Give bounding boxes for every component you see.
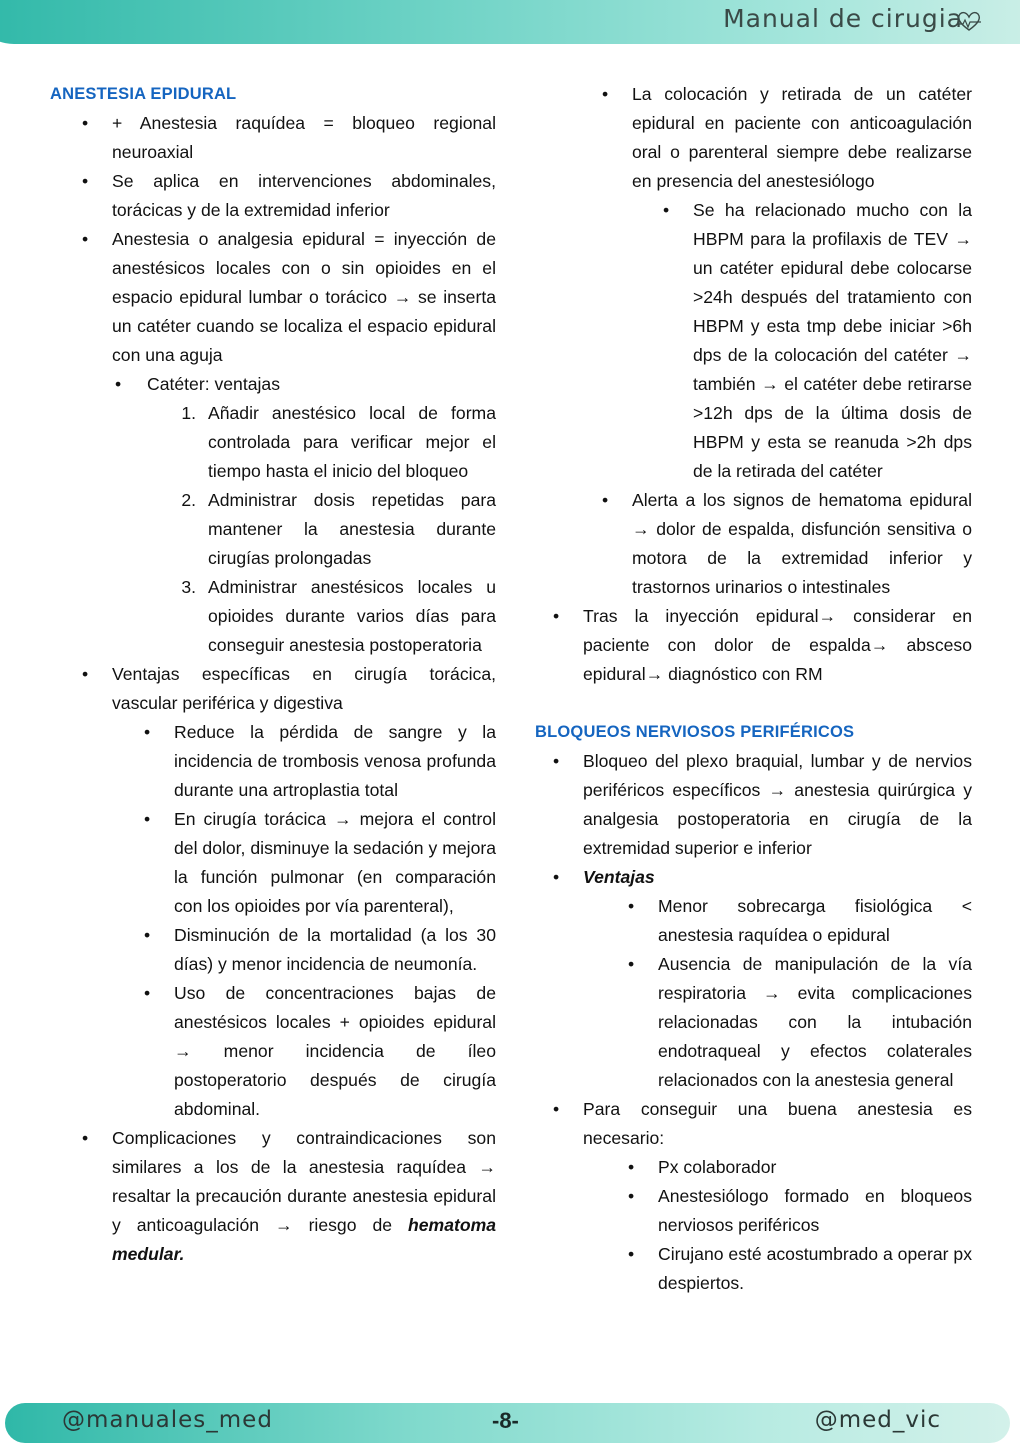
list-item: • + Anestesia raquídea = bloqueo regional neuroaxial [112,109,496,167]
list-item: • Ventajas específicas en cirugía torácica, vascular periférica y digestiva [112,660,496,718]
bullet-icon [144,718,150,747]
footer-handle-right: @med_vic [814,1407,941,1433]
right-column [535,80,972,1298]
list-item: • Px colaborador [658,1153,972,1182]
emphasis-text: hematoma medular. [112,1215,497,1264]
list-item: • Uso de concentraciones bajas de anestésicos locales + opioides epidural → menor incidencia de íleo postoperatorio después de cirugía abdominal. [174,979,496,1124]
list-item: • En cirugía torácica → mejora el control del dolor, disminuye la sedación y mejora la función pulmonar (en comparación con los opioides por vía parenteral), [174,805,496,921]
numbered-item: 2. Administrar dosis repetidas para mantener la anestesia durante cirugías prolongadas [208,486,496,573]
bullet-icon [82,225,88,254]
list-item: • Para conseguir una buena anestesia es necesario: [583,1095,972,1153]
list-item: • Disminución de la mortalidad (a los 30 días) y menor incidencia de neumonía. [174,921,496,979]
list-item: • Anestesiólogo formado en bloqueos nerviosos periféricos [658,1182,972,1240]
list-item: • Se aplica en intervenciones abdominales, torácicas y de la extremidad inferior [112,167,496,225]
bullet-icon [144,979,150,1008]
bullet-icon [115,370,121,399]
bullet-icon [602,80,608,109]
list-item: • Ausencia de manipulación de la vía respiratoria → evita complicaciones relacionadas con la intubación endotraqueal y efectos colaterales relacionados con la anestesia general [658,950,972,1095]
bullet-icon [553,863,559,892]
numbered-item: 3. Administrar anestésicos locales u opioides durante varios días para conseguir anestesia postoperatoria [208,573,496,660]
bullet-icon [144,921,150,950]
bullet-icon [628,1153,634,1182]
bullet-icon [628,950,634,979]
section-heading-epidural: ANESTESIA EPIDURAL [50,85,237,103]
list-item: • Tras la inyección epidural→ considerar en paciente con dolor de espalda→ absceso epidural→ diagnóstico con RM [583,602,972,689]
list-item: • Menor sobrecarga fisiológica < anestesia raquídea o epidural [658,892,972,950]
list-number: 1. [181,403,196,423]
bullet-icon [144,805,150,834]
list-item: • Catéter: ventajas [147,370,496,399]
page-number: -8- [492,1408,519,1433]
list-item: • Anestesia o analgesia epidural = inyección de anestésicos locales con o sin opioides en el espacio epidural lumbar o torácico → se inserta un catéter cuando se localiza el espacio epidural con una aguja [112,225,496,370]
list-number: 3. [181,577,196,597]
bullet-icon [553,602,559,631]
heart-icon [955,10,983,32]
list-item: • Cirujano esté acostumbrado a operar px despiertos. [658,1240,972,1298]
bullet-icon [602,486,608,515]
bullet-icon [82,660,88,689]
header-title: Manual de cirugia [723,4,963,33]
bullet-icon [82,109,88,138]
list-item: • Bloqueo del plexo braquial, lumbar y de nervios periféricos específicos → anestesia quirúrgica y analgesia postoperatoria en cirugía de la extremidad superior e inferior [583,747,972,863]
bullet-icon [553,747,559,776]
list-item: • Reduce la pérdida de sangre y la incidencia de trombosis venosa profunda durante una artroplastia total [174,718,496,805]
list-item: • Complicaciones y contraindicaciones son similares a los de la anestesia raquídea → resaltar la precaución durante anestesia epidural y anticoagulación → riesgo de hematoma medular. [112,1124,496,1269]
bullet-icon [82,1124,88,1153]
left-column [50,80,496,1269]
bullet-icon [553,1095,559,1124]
bullet-icon [628,892,634,921]
bullet-icon [663,196,669,225]
list-item: • La colocación y retirada de un catéter epidural en paciente con anticoagulación oral o parenteral siempre debe realizarse en presencia del anestesiólogo [632,80,972,196]
section-heading-bloqueos: BLOQUEOS NERVIOSOS PERIFÉRICOS [535,723,855,741]
bullet-icon [628,1240,634,1269]
numbered-item: 1. Añadir anestésico local de forma controlada para verificar mejor el tiempo hasta el inicio del bloqueo [208,399,496,486]
spacer [535,689,972,718]
bullet-icon [82,167,88,196]
list-item: • Alerta a los signos de hematoma epidural → dolor de espalda, disfunción sensitiva o motora de la extremidad inferior y trastornos urinarios o intestinales [632,486,972,602]
list-number: 2. [181,490,196,510]
list-item: • Ventajas [583,863,972,892]
list-item: • Se ha relacionado mucho con la HBPM para la profilaxis de TEV → un catéter epidural debe colocarse >24h después del tratamiento con HBPM y esta tmp debe iniciar >6h dps de la colocación del catéter → también → el catéter debe retirarse >12h dps de la última dosis de HBPM y esta se reanuda >2h dps de la retirada del catéter [693,196,972,486]
bullet-icon [628,1182,634,1211]
footer-handle-left: @manuales_med [62,1407,273,1433]
